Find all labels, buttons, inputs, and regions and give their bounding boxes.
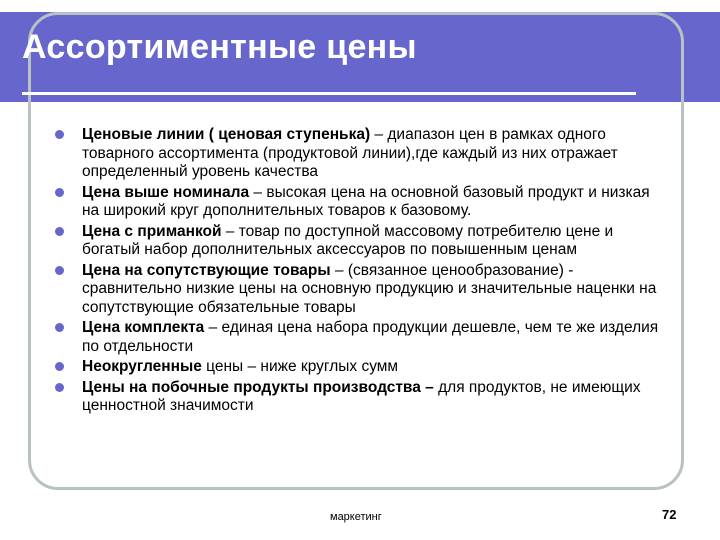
bullet-term: Цена с приманкой [82, 222, 222, 240]
footer-text: маркетинг [330, 511, 382, 523]
bullet-term: Цена на сопутствующие товары [82, 261, 331, 279]
bullet-text: для продуктов, не имеющих ценностной значимости [82, 378, 641, 414]
bullet-text: – товар по доступной массовому потребителю цене и богатый набор дополнительных аксессуаров по повышенным ценам [82, 222, 614, 258]
page-number: 72 [662, 507, 677, 522]
bullet-item [52, 126, 662, 182]
bullet-item [52, 262, 662, 318]
bullet-text: – единая цена набора продукции дешевле, чем те же изделия по отдельности [82, 319, 659, 355]
bullet-item [52, 319, 662, 356]
bullet-text: – высокая цена на основной базовый продукт и низкая на широкий круг дополнительных товаров к базовому. [82, 183, 650, 219]
bullet-list [52, 126, 662, 418]
bullet-item [52, 223, 662, 260]
bullet-item [52, 184, 662, 221]
bullet-item [52, 379, 662, 416]
bullet-term: Неокругленные [82, 358, 202, 375]
slide-title: Ассортиментные цены [22, 28, 417, 66]
bullet-term: Ценовые линии ( ценовая ступенька) [82, 126, 371, 143]
title-underline [22, 92, 636, 95]
bullet-text: – диапазон цен в рамках одного товарного ассортимента (продуктовой линии),где каждый из них отражает определенный уровень качества [82, 126, 618, 180]
bullet-term: Цена выше номинала [82, 183, 250, 201]
bullet-term: Цены на побочные продукты производства – [82, 378, 434, 396]
bullet-text: цены – ниже круглых сумм [201, 358, 399, 375]
bullet-term: Цена комплекта [82, 319, 205, 336]
bullet-item [52, 358, 662, 377]
bullet-text: – (связанное ценообразование) - сравнительно низкие цены на основную продукцию и значительные наценки на сопутствующие обязательные товары [82, 261, 657, 316]
